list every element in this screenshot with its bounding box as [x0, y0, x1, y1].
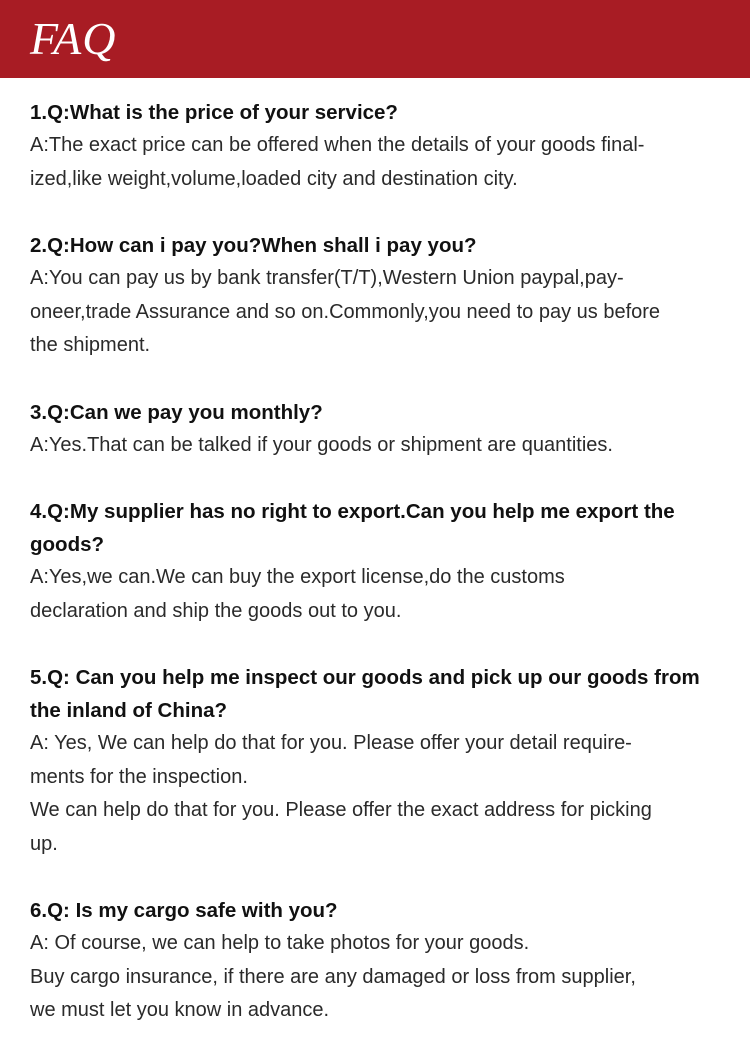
page-title: FAQ [30, 13, 117, 64]
faq-question: the inland of China? [30, 699, 228, 722]
faq-banner [0, 0, 750, 78]
faq-answer-line: we must let you know in advance. [30, 999, 330, 1021]
faq-item-4 [30, 495, 730, 628]
faq-list [30, 96, 730, 1061]
faq-answer-line: declaration and ship the goods out to you. [30, 599, 402, 622]
faq-question: 3.Q:Can we pay you monthly? [30, 400, 323, 424]
faq-question: 5.Q: Can you help me inspect our goods and pick up our goods from [30, 666, 700, 689]
faq-answer-line: ments for the inspection. [30, 765, 248, 788]
faq-question: 2.Q:How can i pay you?When shall i pay you? [30, 234, 477, 257]
faq-answer-line: oneer,trade Assurance and so on.Commonly,you need to pay us before [30, 300, 661, 323]
faq-answer-line: A:You can pay us by bank transfer(T/T),Western Union paypal,pay- [30, 267, 624, 289]
faq-item-3 [30, 396, 730, 463]
faq-answer-line: the shipment. [30, 334, 151, 356]
faq-question: 6.Q: Is my cargo safe with you? [30, 899, 338, 922]
faq-answer-line: A:Yes,we can.We can buy the export license,do the customs [30, 566, 565, 588]
faq-answer-line: We can help do that for you. Please offer the exact address for picking [30, 799, 652, 821]
faq-answer-line: Buy cargo insurance, if there are any damaged or loss from supplier, [30, 965, 636, 988]
faq-answer-line: A:The exact price can be offered when the details of your goods final- [30, 134, 645, 156]
faq-answer-line: A: Of course, we can help to take photos for your goods. [30, 932, 530, 954]
faq-answer-line: up. [30, 832, 58, 855]
faq-question: goods? [30, 533, 105, 556]
faq-item-2 [30, 229, 730, 363]
faq-answer-line: ized,like weight,volume,loaded city and destination city. [30, 167, 518, 190]
faq-question: 4.Q:My supplier has no right to export.Can you help me export the [30, 500, 675, 523]
faq-answer-line: A: Yes, We can help do that for you. Please offer your detail require- [30, 732, 632, 754]
faq-question: 1.Q:What is the price of your service? [30, 101, 398, 124]
faq-item-6 [30, 894, 730, 1028]
faq-item-5 [30, 661, 730, 861]
faq-item-1 [30, 96, 730, 196]
faq-answer-line: A:Yes.That can be talked if your goods or shipment are quantities. [30, 433, 613, 456]
